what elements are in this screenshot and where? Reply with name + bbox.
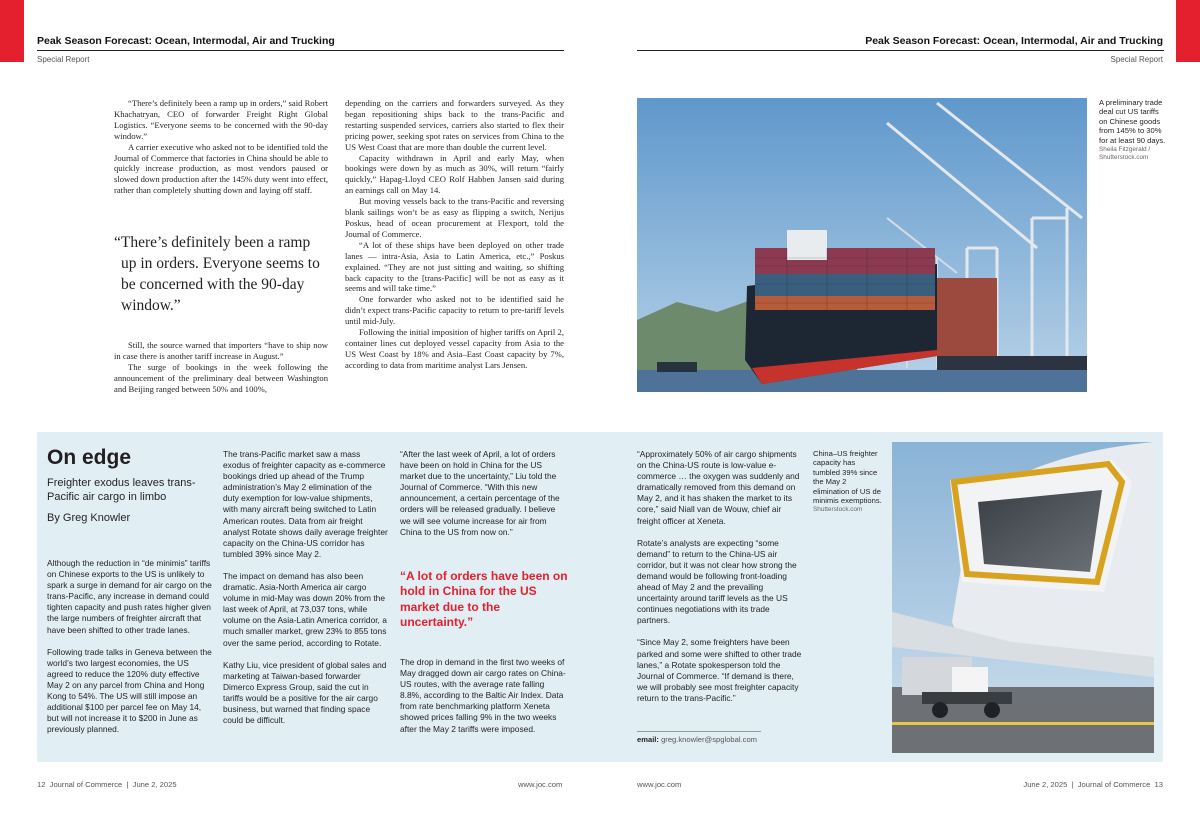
left-red-tab <box>0 0 24 62</box>
email-label: email: <box>637 735 659 744</box>
paragraph: The drop in demand in the first two weeks of May dragged down air cargo rates on China-US routes, with the average rate falling 8.8%, according to the Baltic Air Index. Data from rate benchmarking platform Xeneta showed prices falling 9% in the two weeks after the May 2 tariffs were imposed. <box>400 657 566 734</box>
right-section-label: Special Report <box>1110 55 1163 64</box>
article-column-1-bottom <box>114 340 328 395</box>
paragraph: “Since May 2, some freighters have been parked and some were shifted to other trade lanes,” a Rotate spokesperson told the Journal of Commerce. “If demand is there, we will probably see most freighter capacity return to the trans-Pacific.” <box>637 637 802 703</box>
sidebar-title: On edge <box>47 446 132 469</box>
sidebar-column-3-bottom <box>400 657 566 746</box>
paragraph: “A lot of these ships have been deployed on other trade lanes — intra-Asia, Asia to Latin America, etc.,” Poskus explained. “They are not just sitting and waiting, so shifting back capacity to the [trans-Pacific] will be not as easy as it seems and will take time.” <box>345 239 564 294</box>
pull-quote <box>114 232 328 316</box>
sidebar-byline: By Greg Knowler <box>47 512 131 524</box>
paragraph: Capacity withdrawn in April and early May, when bookings were down by as much as 30%, will return “fairly quickly,” Hapag-Lloyd CEO Rolf Habben Jansen said during an earnings call on May 14. <box>345 152 564 196</box>
left-header-rule <box>37 50 564 51</box>
sidebar-column-1 <box>47 558 213 746</box>
photo-credit: Shutterstock.com <box>813 506 863 514</box>
left-folio: 12 Journal of Commerce | June 2, 2025 <box>37 780 177 789</box>
container-ship-photo <box>637 98 1087 392</box>
sidebar-column-3-top <box>400 449 566 549</box>
right-folio: June 2, 2025 | Journal of Commerce 13 <box>1023 780 1163 789</box>
paragraph: Still, the source warned that importers “have to ship now in case there is another tariff increase in August.” <box>114 340 328 361</box>
pull-quote-line: “There’s definitely been a ramp <box>114 234 311 251</box>
article-column-2 <box>345 98 564 371</box>
paragraph: Following the initial imposition of higher tariffs on April 2, container lines cut deployed vessel capacity from Asia to the US West Coast by 18% and Asia–East Coast capacity by 7%, according to data from maritime analyst Lars Jensen. <box>345 327 564 370</box>
sidebar-column-4 <box>637 449 802 715</box>
email-address[interactable]: greg.knowler@spglobal.com <box>661 735 758 744</box>
paragraph: “Approximately 50% of air cargo shipments on the China-US route is low-value e-commerce … the oxygen was suddenly and dramatically removed from this demand on May 2, and it has shaken the market to its core,” said Niall van de Wouw, chief air freight officer at Xeneta. <box>637 449 800 526</box>
paragraph: One forwarder who asked not to be identified said he didn’t expect trans-Pacific capacity to return to pre-tariff levels until mid-July. <box>345 294 564 327</box>
caption-text: China–US freighter capacity has tumbled 39% since the May 2 elimination of US de minimis exemptions. <box>813 449 882 506</box>
pull-quote-line: window.” <box>121 297 181 314</box>
author-email <box>637 735 757 744</box>
sidebar-pull-quote: “A lot of orders have been on hold in China for the US market due to the uncertainty.” <box>400 569 568 629</box>
air-cargo-photo <box>892 442 1154 753</box>
caption-text: A preliminary trade deal cut US tariffs on Chinese goods from 145% to 30% for at least 90 days. <box>1099 98 1166 145</box>
right-running-head: Peak Season Forecast: Ocean, Intermodal, Air and Trucking <box>865 35 1163 47</box>
left-section-label: Special Report <box>37 55 90 64</box>
email-rule <box>637 731 761 732</box>
paragraph: depending on the carriers and forwarders surveyed. As they began repositioning ships back to the trans-Pacific and restarting suspended services, carriers also started to flex their pricing power, seeking spot rates on services from China to the US West Coast that are more than double the current level. <box>345 98 564 152</box>
paragraph: Rotate’s analysts are expecting “some demand” to return to the China-US air corridor, but it was not clear how strong the demand would be following front-loading ahead of May 2 and the prevailing uncertainty around tariff levels as the US continues negotiations with its trade partners. <box>637 537 797 626</box>
right-red-tab <box>1176 0 1200 62</box>
left-url[interactable]: www.joc.com <box>518 780 563 789</box>
paragraph: Kathy Liu, vice president of global sales and marketing at Taiwan-based forwarder Dimerco Express Group, said the cut in tariffs would be a positive for the air cargo business, but warned that finding space could be difficult. <box>223 659 387 726</box>
paragraph: The surge of bookings in the week following the announcement of the preliminary deal between Washington and Beijing ranged between 50% and 100%, <box>114 361 328 394</box>
article-column-1-top <box>114 98 328 196</box>
paragraph: “There’s definitely been a ramp up in orders,” said Robert Khachatryan, CEO of forwarder Freight Right Global Logistics. “Everyone seems to be concerned with the 90-day window.” <box>114 98 328 141</box>
paragraph: Following trade talks in Geneva between the world’s two largest economies, the US agreed to reduce the 120% duty effective May 2 on any parcel from China and Hong Kong to 54%. The US will still impose an additional $100 per parcel fee on May 14, but will not increase it to $200 in June as previously planned. <box>47 646 212 735</box>
paragraph: But moving vessels back to the trans-Pacific and reversing blank sailings won’t be as easy as flipping a switch, Nerijus Poskus, head of ocean procurement at Flexport, told the Journal of Commerce. <box>345 196 564 239</box>
right-header-rule <box>637 50 1164 51</box>
sidebar-column-2 <box>223 449 389 737</box>
pull-quote-line: be concerned with the 90-day <box>121 276 305 293</box>
right-url[interactable]: www.joc.com <box>637 780 682 789</box>
photo-caption <box>1099 98 1167 162</box>
sidebar-deck: Freighter exodus leaves trans-Pacific air cargo in limbo <box>47 477 196 503</box>
sidebar-photo-caption <box>813 449 883 514</box>
pull-quote-line: up in orders. Everyone seems to <box>121 255 320 272</box>
photo-credit: Sheila Fitzgerald / Shutterstock.com <box>1099 146 1151 162</box>
paragraph: “After the last week of April, a lot of orders have been on hold in China for the US market due to the uncertainty,” Liu told the Journal of Commerce. “With this new announcement, a certain percentage of the orders will be released gradually. I believe we will see volume increase for air from China to the US from now on.” <box>400 449 560 537</box>
paragraph: A carrier executive who asked not to be identified told the Journal of Commerce that factories in China should be able to quickly increase production, as most vendors paused or slowed down production after the 145% duty went into effect, rather than completely shutting down and laying off staff. <box>114 141 328 196</box>
paragraph: Although the reduction in “de minimis” tariffs on Chinese exports to the US is unlikely to spark a surge in demand for air cargo on the trans-Pacific, any increase in demand could tighten capacity and push rates higher given the large numbers of freighter aircraft that have been shifted to other trade lanes. <box>47 558 212 635</box>
left-running-head: Peak Season Forecast: Ocean, Intermodal, Air and Trucking <box>37 35 335 47</box>
paragraph: The trans-Pacific market saw a mass exodus of freighter capacity as e-commerce bookings dried up ahead of the Trump administration’s May 2 elimination of the duty exemption for low-value shipments, with many aircraft being switched to Latin American routes. Data from air freight analyst Rotate shows daily average freighter capacity on the China-US corridor has tumbled 39% since May 2. <box>223 449 388 559</box>
paragraph: The impact on demand has also been dramatic. Asia-North America air cargo volume in mid-May was down 20% from the last week of April, at 73,037 tons, while volume on the Asia-Latin America corridor, a much smaller market, grew 23% to 855 tons over the same period, according to Rotate. <box>223 570 387 648</box>
